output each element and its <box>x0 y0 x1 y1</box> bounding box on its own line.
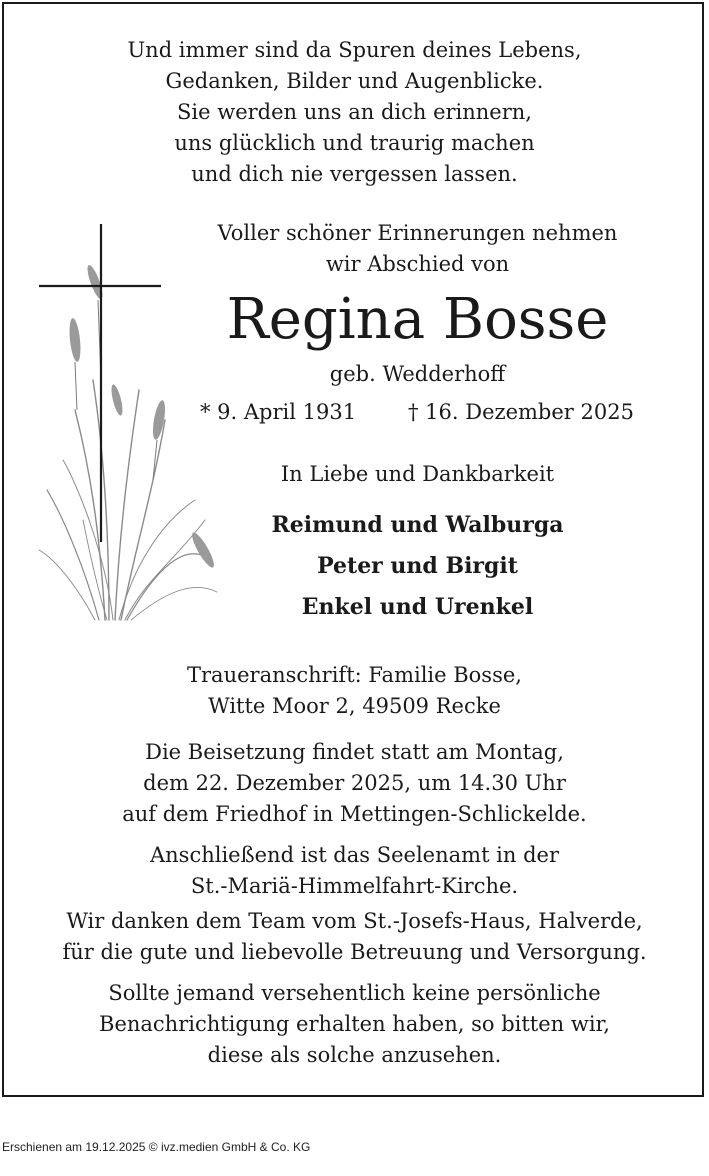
poem-line: und dich nie vergessen lassen. <box>191 162 518 186</box>
intro-line: wir Abschied von <box>325 252 510 276</box>
address-line: Traueranschrift: Familie Bosse, <box>187 663 522 687</box>
notification-notice <box>0 978 709 1071</box>
poem <box>0 35 709 190</box>
funeral-line: auf dem Friedhof in Mettingen-Schlickelde. <box>122 802 587 826</box>
gratitude-line: für die gute und liebevolle Betreuung und Versorgung. <box>62 940 647 964</box>
birth-date: * 9. April 1931 <box>200 400 357 424</box>
notice-line: Benachrichtigung erhalten haben, so bitten wir, <box>99 1012 610 1036</box>
mourning-address <box>0 660 709 722</box>
mass-line: Anschließend ist das Seelenamt in der <box>149 843 560 867</box>
gratitude-line: Wir danken dem Team vom St.-Josefs-Haus, Halverde, <box>66 909 643 933</box>
address-line: Witte Moor 2, 49509 Recke <box>208 694 501 718</box>
notice-line: Sollte jemand versehentlich keine persönliche <box>108 981 601 1005</box>
publication-footer: Erschienen am 19.12.2025 © ivz.medien GmbH & Co. KG <box>2 1140 311 1154</box>
gratitude-note <box>0 906 709 968</box>
poem-line: Sie werden uns an dich erinnern, <box>177 100 532 124</box>
birth-name: geb. Wedderhoff <box>329 362 506 386</box>
farewell-intro <box>215 218 620 280</box>
mourner-name: Enkel und Urenkel <box>301 594 534 620</box>
funeral-line: dem 22. Dezember 2025, um 14.30 Uhr <box>143 771 566 795</box>
mourner-name: Reimund und Walburga <box>271 512 564 538</box>
love-gratitude-line: In Liebe und Dankbarkeit <box>280 462 555 486</box>
funeral-line: Die Beisetzung findet statt am Montag, <box>145 740 564 764</box>
poem-line: Gedanken, Bilder und Augenblicke. <box>165 69 544 93</box>
mourners-list <box>215 505 620 628</box>
deceased-name: Regina Bosse <box>226 287 609 352</box>
death-date: † 16. Dezember 2025 <box>408 400 634 424</box>
notice-line: diese als solche anzusehen. <box>207 1043 502 1067</box>
poem-line: uns glücklich und traurig machen <box>174 131 535 155</box>
mass-line: St.-Mariä-Himmelfahrt-Kirche. <box>190 874 519 898</box>
funeral-info <box>0 737 709 830</box>
poem-line: Und immer sind da Spuren deines Lebens, <box>127 38 582 62</box>
mourner-name: Peter und Birgit <box>317 553 518 579</box>
cross-with-reeds-icon <box>35 220 220 622</box>
intro-line: Voller schöner Erinnerungen nehmen <box>217 221 618 245</box>
requiem-mass-info <box>0 840 709 902</box>
